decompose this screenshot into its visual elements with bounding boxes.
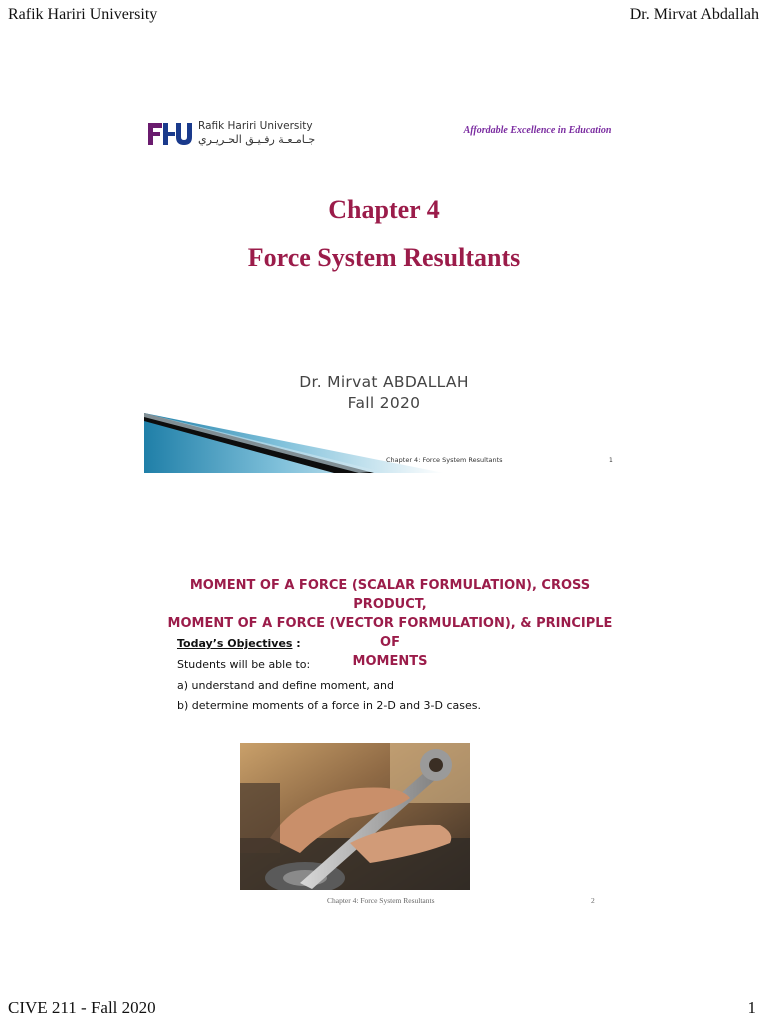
page-header-right: Dr. Mirvat Abdallah — [629, 6, 759, 23]
page-footer-left: CIVE 211 - Fall 2020 — [8, 998, 156, 1017]
page-number: 1 — [747, 998, 756, 1017]
objectives-colon: : — [292, 637, 301, 650]
heading-line-2: MOMENT OF A FORCE (VECTOR FORMULATION), & PRINCIPLE OF — [167, 616, 613, 650]
slide-1-number: 1 — [609, 457, 613, 464]
heading-line-1: MOMENT OF A FORCE (SCALAR FORMULATION), CROSS PRODUCT, — [189, 578, 591, 612]
objective-item-b: b) determine moments of a force in 2-D and 3-D cases. — [177, 699, 482, 712]
logo-text-english: Rafik Hariri University — [198, 120, 313, 132]
logo-text-arabic: جـامـعـة رفـيـق الحـريـري — [198, 133, 316, 146]
heading-line-3: MOMENTS — [352, 654, 428, 669]
slogan: Affordable Excellence in Education — [463, 125, 612, 136]
rhu-logo-icon — [146, 118, 196, 150]
page-header-left: Rafik Hariri University — [8, 6, 158, 23]
slide-2-heading — [160, 576, 620, 671]
wrench-photo — [240, 743, 470, 890]
slide-2-footer: Chapter 4: Force System Resultants — [327, 896, 435, 905]
university-logo — [146, 118, 316, 150]
chapter-label: Chapter 4 — [328, 195, 440, 224]
objectives-label-text: Today’s Objectives — [177, 637, 293, 650]
slide-2-number: 2 — [591, 896, 595, 905]
objective-item-a: a) understand and define moment, and — [177, 679, 394, 692]
author-name: Dr. Mirvat ABDALLAH — [299, 373, 469, 391]
slide-title: Force System Resultants — [247, 243, 521, 272]
slide-1-footer: Chapter 4: Force System Resultants — [386, 456, 503, 464]
objectives-label — [177, 637, 301, 650]
objectives-intro: Students will be able to: — [177, 658, 311, 671]
decorative-banner — [144, 413, 444, 473]
term-label: Fall 2020 — [347, 394, 421, 412]
